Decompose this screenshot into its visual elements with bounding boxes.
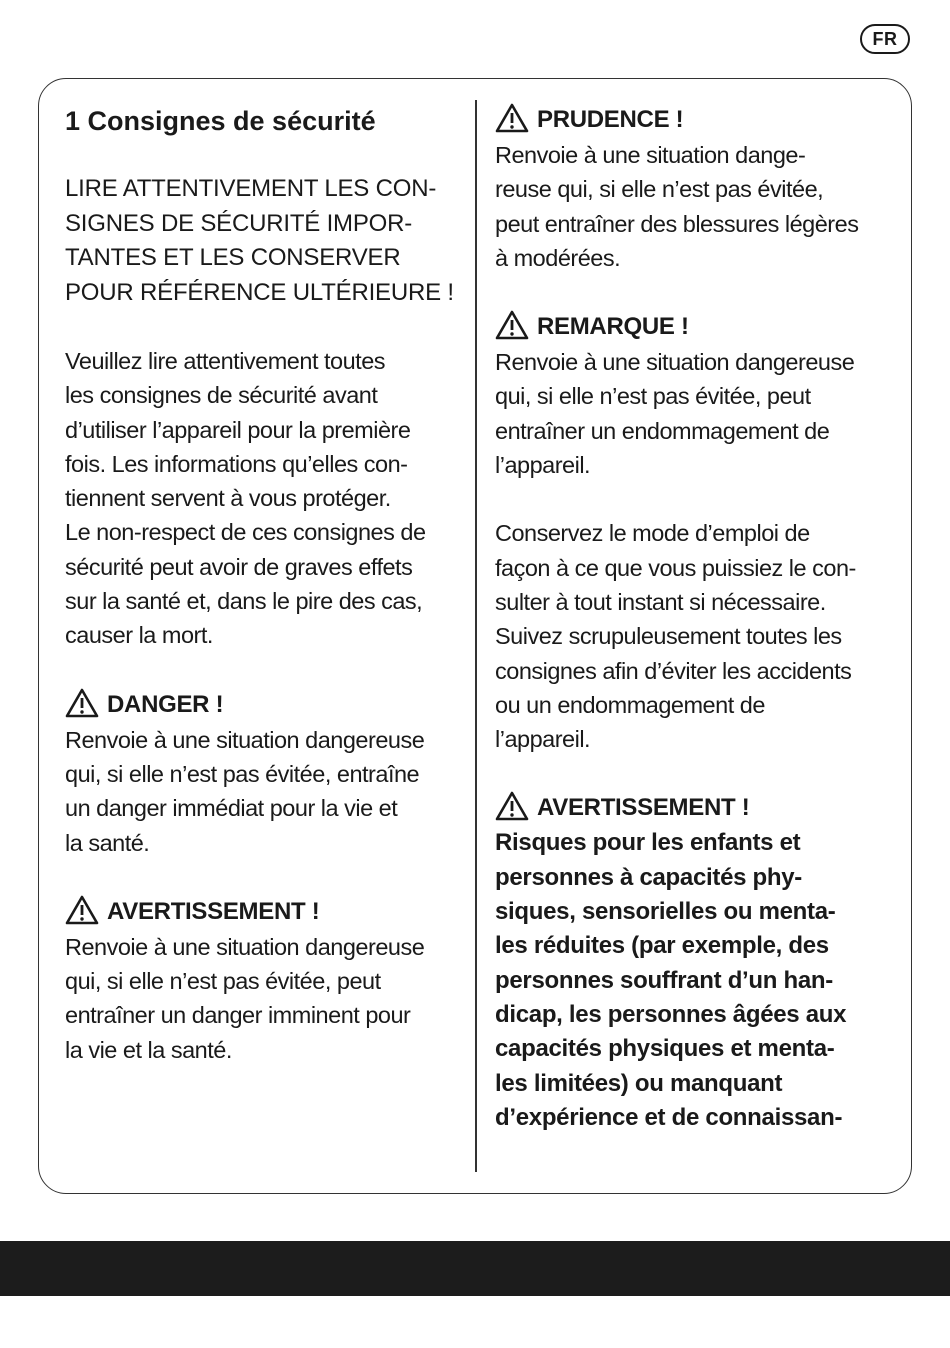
avertissement-2-heading (495, 790, 895, 826)
remarque-line: qui, si elle n’est pas évitée, peut (495, 383, 811, 410)
prudence-block (495, 102, 895, 275)
left-column (65, 100, 465, 1067)
remarque-title: REMARQUE ! (537, 313, 689, 341)
language-badge: FR (860, 24, 910, 54)
conservez-line: Suivez scrupuleusement toutes les (495, 623, 842, 650)
avertissement-block (65, 894, 465, 1067)
prudence-heading (495, 102, 895, 138)
avertissement-2-line: d’expérience et de connaissan- (495, 1103, 843, 1131)
intro-line: Le non-respect de ces consignes de (65, 519, 426, 546)
avertissement-line: qui, si elle n’est pas évitée, peut (65, 968, 381, 995)
intro-paragraph (65, 344, 465, 653)
conservez-line: ou un endommagement de (495, 691, 765, 718)
avertissement-2-line: capacités physiques et menta- (495, 1035, 835, 1063)
warning-triangle-icon (65, 895, 99, 925)
conservez-line: Conservez le mode d’emploi de (495, 520, 810, 547)
warning-triangle-icon (495, 103, 529, 133)
intro-line: les consignes de sécurité avant (65, 382, 378, 409)
intro-line: sur la santé et, dans le pire des cas, (65, 588, 423, 615)
avertissement-2-line: les réduites (par exemple, des (495, 932, 829, 960)
prudence-title: PRUDENCE ! (537, 106, 684, 133)
caps-line: POUR RÉFÉRENCE ULTÉRIEURE ! (65, 278, 454, 306)
warning-triangle-icon (65, 688, 99, 718)
prudence-line: peut entraîner des blessures légères (495, 210, 859, 237)
prudence-line: Renvoie à une situation dange- (495, 142, 806, 168)
warning-triangle-icon (495, 310, 529, 340)
conservez-paragraph (495, 516, 895, 756)
conservez-line: l’appareil. (495, 726, 591, 753)
avertissement-2-line: les limitées) ou manquant (495, 1069, 783, 1097)
danger-line: Renvoie à une situation dangereuse (65, 726, 425, 753)
remarque-line: entraîner un endommagement de (495, 417, 830, 444)
avertissement-line: Renvoie à une situation dangereuse (65, 933, 425, 960)
intro-line: d’utiliser l’appareil pour la première (65, 416, 411, 443)
conservez-line: sulter à tout instant si nécessaire. (495, 588, 826, 615)
danger-line: un danger immédiat pour la vie et (65, 795, 398, 822)
intro-line: fois. Les informations qu’elles con- (65, 450, 408, 477)
avertissement-2-title: AVERTISSEMENT ! (537, 794, 750, 822)
footer-bar (0, 1241, 950, 1296)
warning-triangle-icon (495, 791, 529, 821)
avertissement-line: entraîner un danger imminent pour (65, 1002, 411, 1029)
danger-block (65, 687, 465, 860)
intro-line: causer la mort. (65, 622, 213, 649)
danger-heading (65, 687, 465, 723)
section-title: 1 Consignes de sécurité (65, 106, 376, 136)
avertissement-2-block (495, 790, 895, 1135)
danger-line: la santé. (65, 829, 150, 856)
intro-line: sécurité peut avoir de graves effets (65, 553, 413, 580)
danger-title: DANGER ! (107, 690, 224, 718)
caps-line: SIGNES DE SÉCURITÉ IMPOR- (65, 209, 413, 237)
avertissement-2-line: siques, sensorielles ou menta- (495, 898, 836, 926)
remarque-heading (495, 309, 895, 345)
column-divider (475, 100, 477, 1172)
caps-notice (65, 172, 465, 310)
danger-line: qui, si elle n’est pas évitée, entraîne (65, 760, 420, 787)
avertissement-2-line: Risques pour les enfants et (495, 829, 801, 857)
avertissement-2-line: personnes souffrant d’un han- (495, 966, 833, 994)
avertissement-heading (65, 894, 465, 930)
right-column (495, 100, 895, 1135)
avertissement-line: la vie et la santé. (65, 1036, 232, 1063)
intro-line: Veuillez lire attentivement toutes (65, 348, 386, 374)
caps-line: TANTES ET LES CONSERVER (65, 244, 401, 271)
intro-line: tiennent servent à vous protéger. (65, 485, 391, 512)
remarque-block (495, 309, 895, 482)
remarque-line: Renvoie à une situation dangereuse (495, 349, 855, 376)
conservez-line: façon à ce que vous puissiez le con- (495, 554, 856, 581)
avertissement-title: AVERTISSEMENT ! (107, 897, 320, 925)
prudence-line: à modérées. (495, 244, 621, 271)
remarque-line: l’appareil. (495, 452, 591, 479)
conservez-line: consignes afin d’éviter les accidents (495, 657, 852, 684)
avertissement-2-line: dicap, les personnes âgées aux (495, 1000, 847, 1028)
caps-line: LIRE ATTENTIVEMENT LES CON- (65, 175, 437, 202)
prudence-line: reuse qui, si elle n’est pas évitée, (495, 176, 824, 203)
avertissement-2-line: personnes à capacités phy- (495, 863, 802, 891)
